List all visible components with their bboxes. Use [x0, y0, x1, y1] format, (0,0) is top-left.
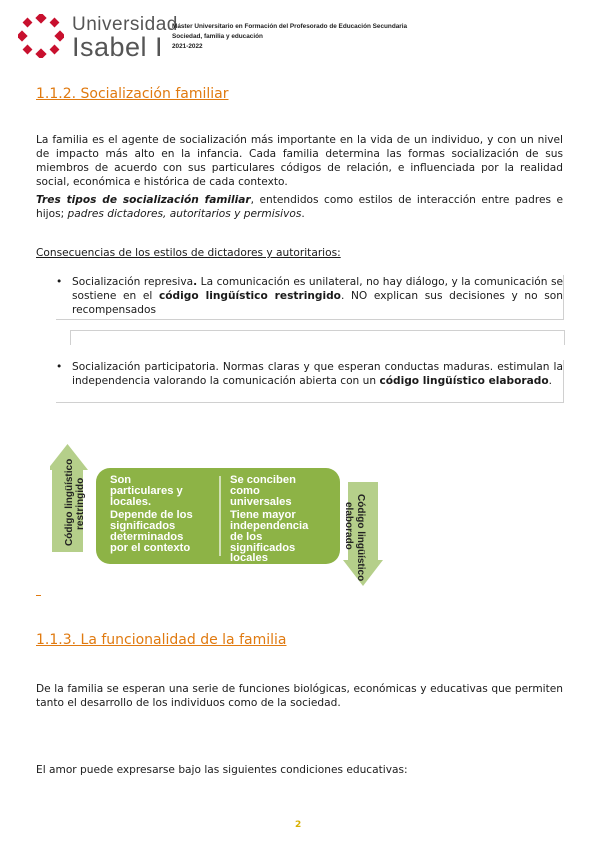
list-item-socializacion-participatoria: [56, 360, 564, 403]
logo-isabel-text: Isabel I: [72, 32, 164, 62]
left-arrow-label-1: Código lingüístico: [64, 458, 75, 546]
tres-tipos-text: , entendidos como estilos de interacción entre padres e hijos;: [36, 194, 563, 220]
list-item-text: Socialización represiva. La comunicación es unilateral, no hay diálogo, y la comunicación se sostiene en el código lingüístico restringido. NO explican sus decisiones y no son recompensados: [72, 276, 564, 316]
svg-text:locales: locales: [230, 552, 268, 564]
svg-text:universales: universales: [230, 496, 292, 508]
codigo-linguistico-diagram: [50, 442, 390, 592]
subject-name: Sociedad, familia y educación: [172, 33, 263, 40]
bullet-icon: •: [56, 276, 63, 288]
section-title-socializacion: 1.1.2. Socialización familiar: [36, 86, 229, 102]
bullet-icon: •: [56, 361, 63, 373]
svg-text:por el contexto: por el contexto: [110, 542, 191, 554]
university-logo-icon: [18, 14, 64, 58]
svg-text:particulares y: particulares y: [110, 485, 183, 497]
svg-text:de los: de los: [230, 531, 263, 543]
tres-tipos-italic: padres dictadores, autoritarios y permisivos: [64, 208, 302, 220]
orange-dash-mark: [36, 595, 41, 596]
logo-university-text: Universidad: [72, 14, 178, 35]
svg-text:independencia: independencia: [230, 520, 309, 532]
list-item-text: Socialización participatoria. Normas claras y que esperan conductas maduras. estimulan la independencia valorando la comunicación abierta con un código lingüístico elaborado.: [72, 361, 563, 387]
section-title-funcionalidad: 1.1.3. La funcionalidad de la familia: [36, 632, 287, 648]
empty-table-cell: [70, 330, 565, 345]
paragraph-familia-agente: La familia es el agente de socialización más importante en la vida de un individuo, y con un nivel de impacto más alto en la infancia. Cada familia determina las formas socialización de sus miembros de acuerdo con sus particulares códigos de relación, e influenciada por la realidad social, económica e histórica de cada contexto.: [36, 134, 563, 188]
academic-year: 2021-2022: [172, 43, 203, 50]
svg-text:determinados: determinados: [110, 531, 184, 543]
svg-text:como: como: [230, 485, 260, 497]
svg-text:Se conciben: Se conciben: [230, 474, 296, 486]
page-number: 2: [295, 820, 302, 830]
tres-tipos-end: .: [301, 208, 305, 220]
svg-text:significados: significados: [230, 542, 296, 554]
svg-text:Depende de los: Depende de los: [110, 509, 193, 521]
left-column-text: [110, 474, 193, 554]
document-header-info: [172, 22, 407, 52]
right-arrow-label-1: Código lingüístico: [355, 494, 366, 582]
left-arrow-label-2: restringido: [75, 477, 86, 530]
paragraph-funciones: De la familia se esperan una serie de funciones biológicas, económicas y educativas que permiten tanto el desarrollo de los individuos como de la sociedad.: [36, 683, 563, 709]
paragraph-amor: El amor puede expresarse bajo las siguientes condiciones educativas:: [36, 764, 408, 776]
consequences-heading: Consecuencias de los estilos de dictadores y autoritarios:: [36, 247, 341, 259]
svg-text:Son: Son: [110, 474, 132, 486]
svg-text:Tiene mayor: Tiene mayor: [230, 509, 296, 521]
paragraph-tres-tipos: [36, 193, 563, 221]
list-item-socializacion-represiva: [56, 275, 564, 320]
right-arrow-label-2: elaborado: [343, 502, 354, 550]
svg-text:locales.: locales.: [110, 496, 152, 508]
tres-tipos-bold: Tres tipos de socialización familiar: [36, 194, 251, 206]
svg-text:significados: significados: [110, 520, 176, 532]
program-name: Máster Universitario en Formación del Profesorado de Educación Secundaria: [172, 23, 408, 30]
